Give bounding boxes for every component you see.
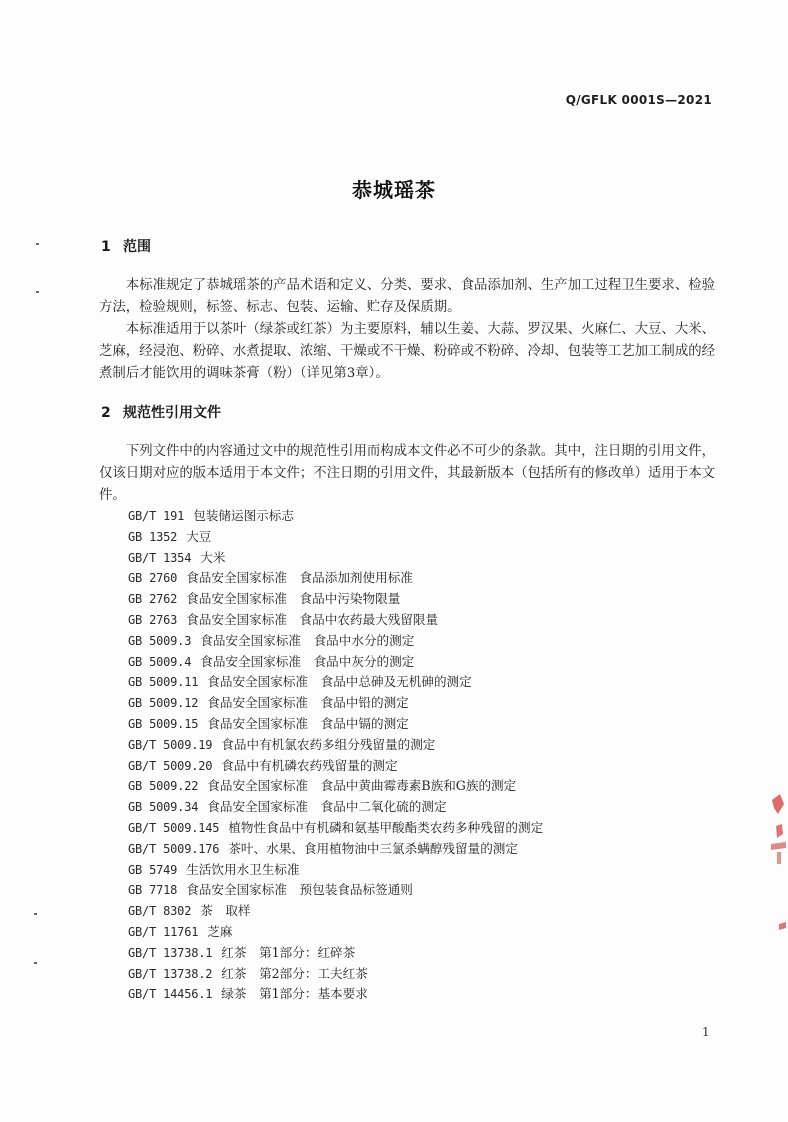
reference-code: GB/T 8302: [128, 904, 192, 919]
reference-item: [128, 735, 543, 756]
reference-code: GB 7718: [128, 883, 178, 898]
scope-paragraph-2: 本标准适用于以茶叶（绿茶或红茶）为主要原料，辅以生姜、大蒜、罗汉果、火麻仁、大豆、大米、芝麻，经浸泡、粉碎、水煮提取、浓缩、干燥或不干燥、粉碎或不粉碎、冷却、包装等工艺加工制成的经煮制后才能饮用的调味茶膏（粉）（详见第3章）。: [99, 322, 715, 381]
reference-code: GB/T 1354: [128, 550, 192, 565]
reference-code: GB/T 13738.2: [128, 966, 213, 981]
reference-item: [128, 506, 543, 527]
reference-title: 食品安全国家标准 食品中铅的测定: [207, 695, 409, 711]
document-title: 恭城瑶茶: [352, 178, 436, 202]
reference-code: GB 5009.4: [128, 654, 192, 669]
reference-item: [128, 693, 543, 714]
reference-item: [128, 672, 543, 693]
section-2-heading: [101, 402, 221, 422]
reference-item: [128, 860, 543, 881]
section-number: 1: [101, 239, 111, 255]
reference-title: 茶叶、水果、食用植物油中三氯杀螨醇残留量的测定: [228, 840, 518, 856]
reference-item: [128, 943, 543, 964]
reference-code: GB 5009.12: [128, 696, 199, 711]
reference-title: 红茶 第1部分：红碎茶: [221, 944, 356, 960]
reference-code: GB/T 5009.145: [128, 820, 220, 835]
reference-title: 红茶 第2部分：工夫红茶: [221, 965, 368, 981]
reference-title: 食品安全国家标准 食品中灰分的测定: [200, 653, 415, 669]
reference-title: 生活饮用水卫生标准: [186, 861, 300, 877]
reference-item: [128, 589, 543, 610]
reference-item: [128, 818, 543, 839]
reference-item: [128, 568, 543, 589]
reference-title: 食品安全国家标准 食品中水分的测定: [200, 632, 415, 648]
reference-item: [128, 652, 543, 673]
reference-code: GB/T 5009.19: [128, 737, 213, 752]
reference-code: GB 2763: [128, 612, 178, 627]
reference-item: [128, 714, 543, 735]
normative-references-intro: 下列文件中的内容通过文中的规范性引用而构成本文件必不可少的条款。其中，注日期的引用文件，仅该日期对应的版本适用于本文件；不注日期的引用文件，其最新版本（包括所有的修改单）适用于本文件。: [99, 444, 715, 503]
reference-code: GB/T 13738.1: [128, 945, 213, 960]
reference-item: [128, 901, 543, 922]
reference-code: GB 1352: [128, 529, 178, 544]
reference-title: 大米: [200, 549, 226, 565]
section-title: 规范性引用文件: [123, 405, 221, 421]
scan-speck: [36, 243, 39, 245]
reference-title: 食品中有机氯农药多组分残留量的测定: [221, 736, 436, 752]
reference-title: 茶 取样: [200, 903, 251, 919]
reference-title: 食品安全国家标准 食品中黄曲霉毒素B族和G族的测定: [207, 778, 517, 794]
reference-code: GB 2760: [128, 571, 178, 586]
reference-code: GB 2762: [128, 592, 178, 607]
reference-title: 食品中有机磷农药残留量的测定: [221, 757, 398, 773]
reference-code: GB/T 5009.20: [128, 758, 213, 773]
scope-paragraph-1: 本标准规定了恭城瑶茶的产品术语和定义、分类、要求、食品添加剂、生产加工过程卫生要求、检验方法，检验规则，标签、标志、包装、运输、贮存及保质期。: [99, 278, 715, 315]
section-title: 范围: [123, 239, 151, 255]
reference-title: 芝麻: [207, 923, 233, 939]
scan-speck: [36, 291, 39, 293]
reference-item: [128, 776, 543, 797]
reference-item: [128, 527, 543, 548]
reference-code: GB/T 5009.176: [128, 841, 220, 856]
reference-code: GB 5009.3: [128, 633, 192, 648]
reference-item: [128, 610, 543, 631]
reference-code: GB/T 14456.1: [128, 987, 213, 1002]
reference-title: 植物性食品中有机磷和氨基甲酸酯类农药多种残留的测定: [228, 819, 544, 835]
reference-item: [128, 964, 543, 985]
seal-fragment-icon: [768, 786, 788, 946]
reference-code: GB 5009.15: [128, 716, 199, 731]
reference-list: [128, 506, 543, 1005]
reference-item: [128, 756, 543, 777]
reference-title: 食品安全国家标准 食品中镉的测定: [207, 715, 409, 731]
reference-item: [128, 548, 543, 569]
section-number: 2: [101, 405, 111, 421]
reference-title: 包装储运图示标志: [193, 508, 294, 523]
reference-title: 大豆: [186, 528, 212, 544]
reference-item: [128, 839, 543, 860]
reference-item: [128, 880, 543, 901]
reference-title: 食品安全国家标准 食品添加剂使用标准: [186, 570, 413, 586]
document-code: Q/GFLK 0001S—2021: [565, 93, 712, 107]
reference-code: GB/T 11761: [128, 924, 199, 939]
reference-code: GB/T 191: [128, 509, 185, 523]
section-1-heading: [101, 236, 151, 256]
reference-item: [128, 984, 543, 1005]
reference-title: 绿茶 第1部分：基本要求: [221, 986, 368, 1002]
reference-title: 食品安全国家标准 预包装食品标签通则: [186, 882, 413, 898]
scan-speck: [34, 962, 37, 964]
reference-item: [128, 631, 543, 652]
reference-code: GB 5749: [128, 862, 178, 877]
page-number: 1: [702, 1025, 710, 1039]
reference-title: 食品安全国家标准 食品中总砷及无机砷的测定: [207, 674, 472, 690]
reference-item: [128, 922, 543, 943]
reference-title: 食品安全国家标准 食品中污染物限量: [186, 591, 401, 607]
reference-code: GB 5009.11: [128, 675, 199, 690]
reference-title: 食品安全国家标准 食品中农药最大残留限量: [186, 611, 439, 627]
reference-item: [128, 797, 543, 818]
reference-title: 食品安全国家标准 食品中二氧化硫的测定: [207, 799, 447, 815]
reference-code: GB 5009.22: [128, 779, 199, 794]
scan-speck: [34, 913, 37, 915]
reference-code: GB 5009.34: [128, 800, 199, 815]
